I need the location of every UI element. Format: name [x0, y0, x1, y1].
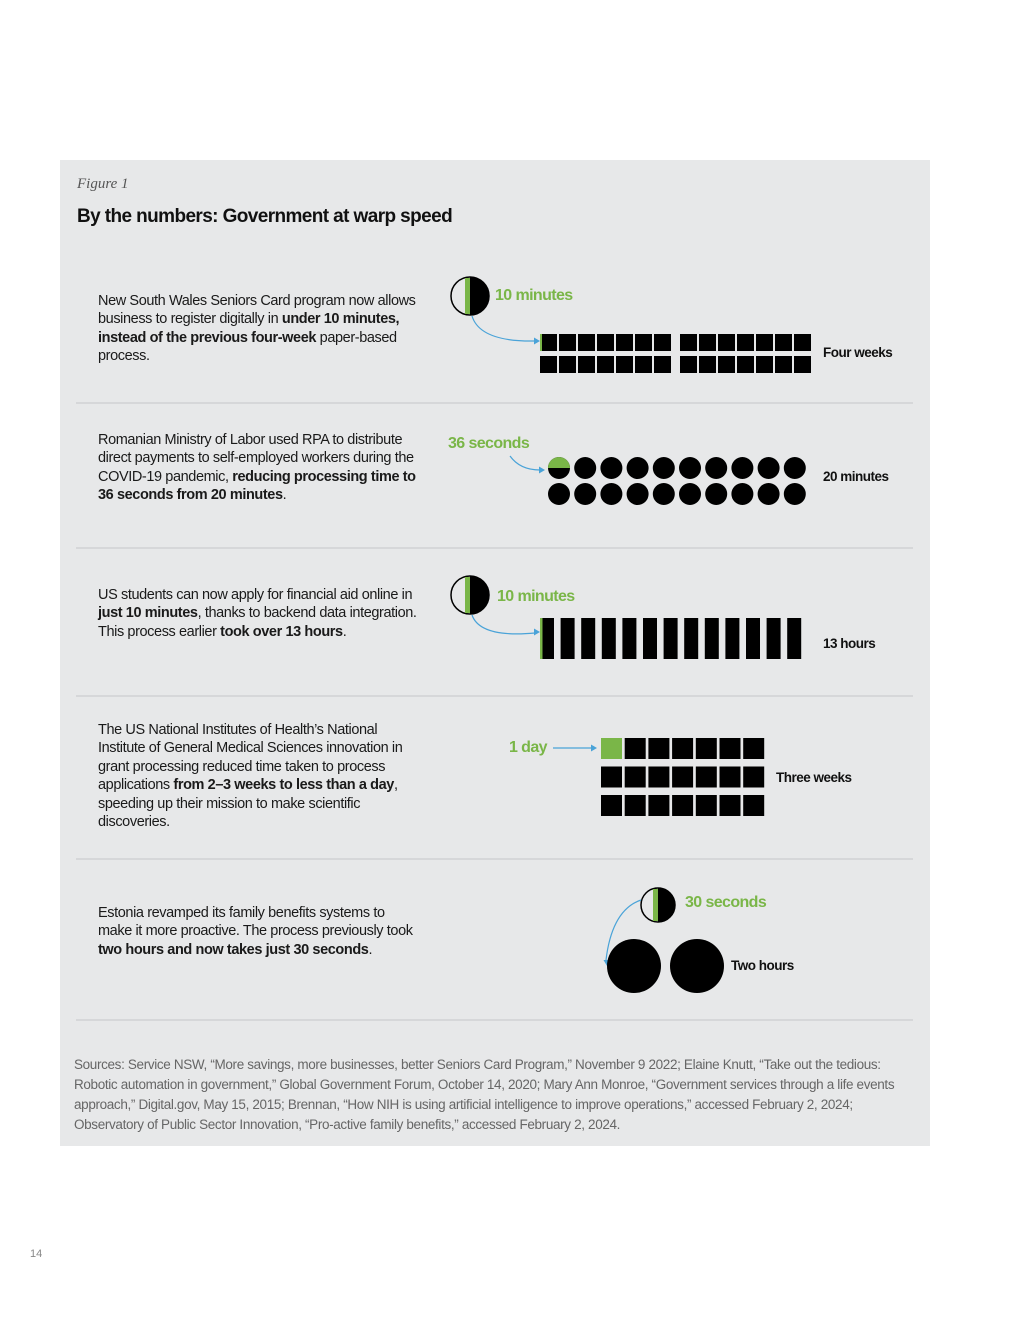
row-1-week-block [654, 356, 671, 373]
row-2-minute-dot [653, 483, 675, 505]
figure-label: Figure 1 [77, 176, 129, 192]
row-2-minute-dot [784, 457, 806, 479]
row-4-day-block [743, 767, 764, 788]
row-1-week-block [699, 334, 716, 351]
row-2-minute-dot [758, 457, 780, 479]
row-2-fast-label: 36 seconds [448, 435, 530, 452]
row-1-week-block [756, 356, 773, 373]
row-4-day-block [696, 738, 717, 759]
row-1-week-block [737, 356, 754, 373]
row-4-slow-label: Three weeks [776, 770, 852, 785]
row-4-day-block [672, 795, 693, 816]
row-3-slow-label: 13 hours [823, 636, 876, 651]
body-text: New South Wales Seniors Card program now allows business to register digitally in [98, 293, 416, 328]
row-5-clock-icon-elapsed [653, 889, 658, 921]
row-3-hour-bar [725, 618, 739, 659]
row-4-day-block [625, 738, 646, 759]
row-2-minute-dot [705, 457, 727, 479]
row-2-minute-dot [731, 457, 753, 479]
row-2-minute-dot [731, 483, 753, 505]
row-1-week-block [680, 356, 697, 373]
sources-note: Sources: Service NSW, “More savings, more businesses, better Seniors Card Program,” November 9 2022; Elaine Knutt, “Take out the tedious: Robotic automation in government,” Global Government Forum, October 14, 2020; Mary Ann Monroe, “Government services through a life events approach,” Digital.gov, May 15, 2015; Brennan, “How NIH is using artificial intelligence to improve operations,” accessed February 2, 2024; Observatory of Public Sector Innovation, “Pro-active family benefits,” accessed February 2, 2024. [74, 1057, 895, 1132]
row-4-day-block [743, 738, 764, 759]
row-4-day-block [625, 767, 646, 788]
row-4-fast-day [601, 738, 622, 759]
row-1-week-block [775, 356, 792, 373]
highlight-text: from 2–3 weeks to less than a day [173, 777, 394, 794]
highlight-text: under 10 minutes, instead of the previous four-week [98, 311, 400, 346]
highlight-text: just 10 minutes [98, 605, 198, 622]
body-text: , speeding up their mission to make scientific discoveries. [98, 777, 398, 831]
row-5-clock-icon-fill [658, 888, 675, 922]
row-4-day-block [648, 795, 669, 816]
row-2-minute-dot [627, 457, 649, 479]
row-1-week-block [680, 334, 697, 351]
row-4-day-block [720, 738, 741, 759]
row-1-week-block [794, 334, 811, 351]
row-1-clock-icon-fill [470, 277, 489, 315]
body-text: paper-based process. [98, 329, 397, 365]
row-3-arrow-head [534, 629, 540, 636]
body-text: US students can now apply for financial aid online in [98, 587, 413, 603]
row-3-hour-bar [581, 618, 595, 659]
body-text: . [368, 941, 373, 958]
row-2-minute-dot [705, 483, 727, 505]
body-text: Romanian Ministry of Labor used RPA to distribute direct payments to self-employed workers during the COVID-19 pandemic, [98, 432, 414, 485]
row-1-week-block [540, 334, 557, 351]
row-1-week-block [597, 356, 614, 373]
row-4-day-block [720, 767, 741, 788]
row-1-week-block [540, 356, 557, 373]
row-4-day-block [720, 795, 741, 816]
row-2-arrow-head [539, 467, 545, 474]
row-3-arrow [472, 615, 535, 634]
row-1-arrow-head [534, 338, 540, 345]
row-3-hour-bar [622, 618, 636, 659]
row-1-week-block [559, 356, 576, 373]
row-3-clock-icon-fill [470, 576, 489, 614]
row-2-fast-portion [548, 457, 570, 468]
row-3-hour-bar [705, 618, 719, 659]
row-2-minute-dot [679, 483, 701, 505]
body-text: . [282, 487, 287, 504]
row-4-day-block [672, 767, 693, 788]
row-1-week-block [597, 334, 614, 351]
figure-title: By the numbers: Government at warp speed [77, 206, 453, 227]
row-2-minute-dot [548, 483, 570, 505]
row-1-arrow [472, 316, 535, 341]
row-2-minute-dot [574, 457, 596, 479]
row-2-minute-dot [600, 457, 622, 479]
row-2-arrow [510, 456, 540, 470]
row-4-day-block [672, 738, 693, 759]
row-5-fast-label: 30 seconds [685, 894, 767, 911]
highlight-text: two hours and now takes just 30 seconds [98, 941, 369, 958]
row-5-slow-label: Two hours [731, 958, 794, 973]
row-1-week-block [578, 334, 595, 351]
highlight-text: reducing processing time to 36 seconds from 20 minutes [98, 468, 416, 504]
row-1-week-block [654, 334, 671, 351]
row-1-slow-label: Four weeks [823, 345, 893, 360]
row-1-week-block [794, 356, 811, 373]
body-text: Estonia revamped its family benefits systems to make it more proactive. The process previously took [98, 905, 413, 940]
row-3-hour-bar [746, 618, 760, 659]
row-1-week-block [775, 334, 792, 351]
row-1-week-block [718, 356, 735, 373]
row-4-day-block [601, 767, 622, 788]
row-1-week-block [635, 356, 652, 373]
row-2-minute-dot [653, 457, 675, 479]
row-1-week-block [559, 334, 576, 351]
row-3-fast-portion [540, 618, 543, 659]
row-3-clock-icon-elapsed [465, 577, 470, 613]
row-3-hour-bar [684, 618, 698, 659]
row-1-fast-label: 10 minutes [495, 287, 573, 304]
row-1-week-block [737, 334, 754, 351]
row-4-day-block [696, 795, 717, 816]
row-4-day-block [648, 767, 669, 788]
body-text: The US National Institutes of Health’s National Institute of General Medical Sciences innovation in grant processing reduced time taken to process applications [98, 722, 403, 794]
row-2-slow-label: 20 minutes [823, 469, 889, 484]
row-1-week-block [616, 334, 633, 351]
highlight-text: took over 13 hours [220, 623, 343, 640]
row-1-fast-portion [540, 334, 542, 351]
body-text: . [342, 623, 347, 640]
row-5-hour-circle [607, 939, 661, 993]
row-3-hour-bar [664, 618, 678, 659]
row-1-week-block [635, 334, 652, 351]
body-text: , thanks to backend data integration. This process earlier [98, 605, 417, 640]
row-3-hour-bar [767, 618, 781, 659]
row-4-day-block [625, 795, 646, 816]
row-4-day-block [696, 767, 717, 788]
row-2-minute-dot [784, 483, 806, 505]
row-5-hour-circle [670, 939, 724, 993]
row-1-week-block [616, 356, 633, 373]
row-1-week-block [699, 356, 716, 373]
row-2-minute-dot [600, 483, 622, 505]
row-3-hour-bar [643, 618, 657, 659]
row-3-fast-label: 10 minutes [497, 588, 575, 605]
row-2-minute-dot [627, 483, 649, 505]
row-4-day-block [648, 738, 669, 759]
row-1-week-block [756, 334, 773, 351]
row-2-minute-dot [574, 483, 596, 505]
row-4-day-block [601, 795, 622, 816]
row-4-arrow-head [591, 745, 597, 752]
row-4-day-block [743, 795, 764, 816]
row-3-hour-bar [561, 618, 575, 659]
page-number: 14 [30, 1248, 43, 1260]
row-1-week-block [718, 334, 735, 351]
row-4-fast-label: 1 day [509, 739, 547, 756]
row-3-hour-bar [602, 618, 616, 659]
row-1-clock-icon-elapsed [465, 278, 470, 314]
row-3-hour-bar [787, 618, 801, 659]
row-2-minute-dot [679, 457, 701, 479]
row-2-minute-dot [758, 483, 780, 505]
row-1-week-block [578, 356, 595, 373]
